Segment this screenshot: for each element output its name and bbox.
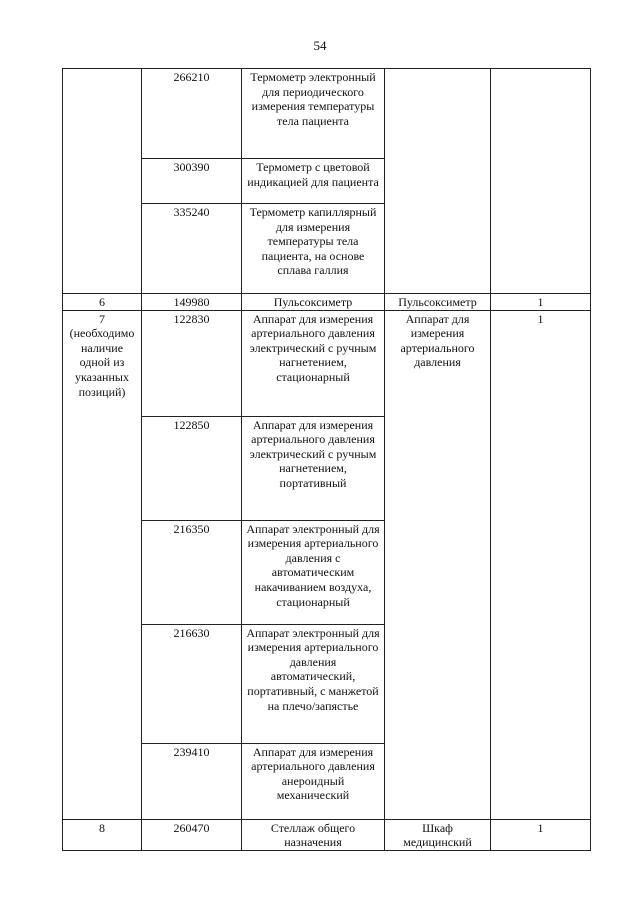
description-cell: Термометр капиллярный для измерения температуры тела пациента, на основе сплава галлия (242, 204, 385, 294)
code-cell: 149980 (142, 294, 242, 311)
quantity-cell (491, 69, 591, 294)
quantity-cell: 1 (491, 819, 591, 850)
row-number-cell: 6 (63, 294, 142, 311)
table-row (63, 69, 591, 159)
category-cell: Шкаф медицинский (385, 819, 491, 850)
code-cell: 335240 (142, 204, 242, 294)
quantity-cell: 1 (491, 310, 591, 819)
row-number-cell: 7 (необходимо наличие одной из указанных позиций) (63, 310, 142, 819)
page-number: 54 (313, 38, 327, 53)
code-cell: 122830 (142, 310, 242, 416)
category-cell: Аппарат для измерения артериального давления (385, 310, 491, 819)
description-cell: Аппарат электронный для измерения артериального давления автоматический, портативный, с манжетой на плечо/запястье (242, 624, 385, 743)
row-number-cell (63, 69, 142, 294)
code-cell: 122850 (142, 416, 242, 520)
row-number-cell: 8 (63, 819, 142, 850)
description-cell: Аппарат для измерения артериального давления электрический с ручным нагнетением, стационарный (242, 310, 385, 416)
description-cell: Аппарат для измерения артериального давления анероидный механический (242, 743, 385, 819)
description-cell: Термометр электронный для периодического измерения температуры тела пациента (242, 69, 385, 159)
table-row (63, 310, 591, 416)
category-cell: Пульсоксиметр (385, 294, 491, 311)
quantity-cell: 1 (491, 294, 591, 311)
table-row (63, 819, 591, 850)
equipment-table (62, 68, 591, 851)
code-cell: 216630 (142, 624, 242, 743)
description-cell: Пульсоксиметр (242, 294, 385, 311)
code-cell: 260470 (142, 819, 242, 850)
code-cell: 266210 (142, 69, 242, 159)
description-cell: Аппарат электронный для измерения артериального давления с автоматическим накачиванием воздуха, стационарный (242, 520, 385, 624)
table-row (63, 294, 591, 311)
category-cell (385, 69, 491, 294)
code-cell: 239410 (142, 743, 242, 819)
description-cell: Термометр с цветовой индикацией для пациента (242, 159, 385, 204)
code-cell: 216350 (142, 520, 242, 624)
description-cell: Стеллаж общего назначения (242, 819, 385, 850)
code-cell: 300390 (142, 159, 242, 204)
description-cell: Аппарат для измерения артериального давления электрический с ручным нагнетением, портативный (242, 416, 385, 520)
